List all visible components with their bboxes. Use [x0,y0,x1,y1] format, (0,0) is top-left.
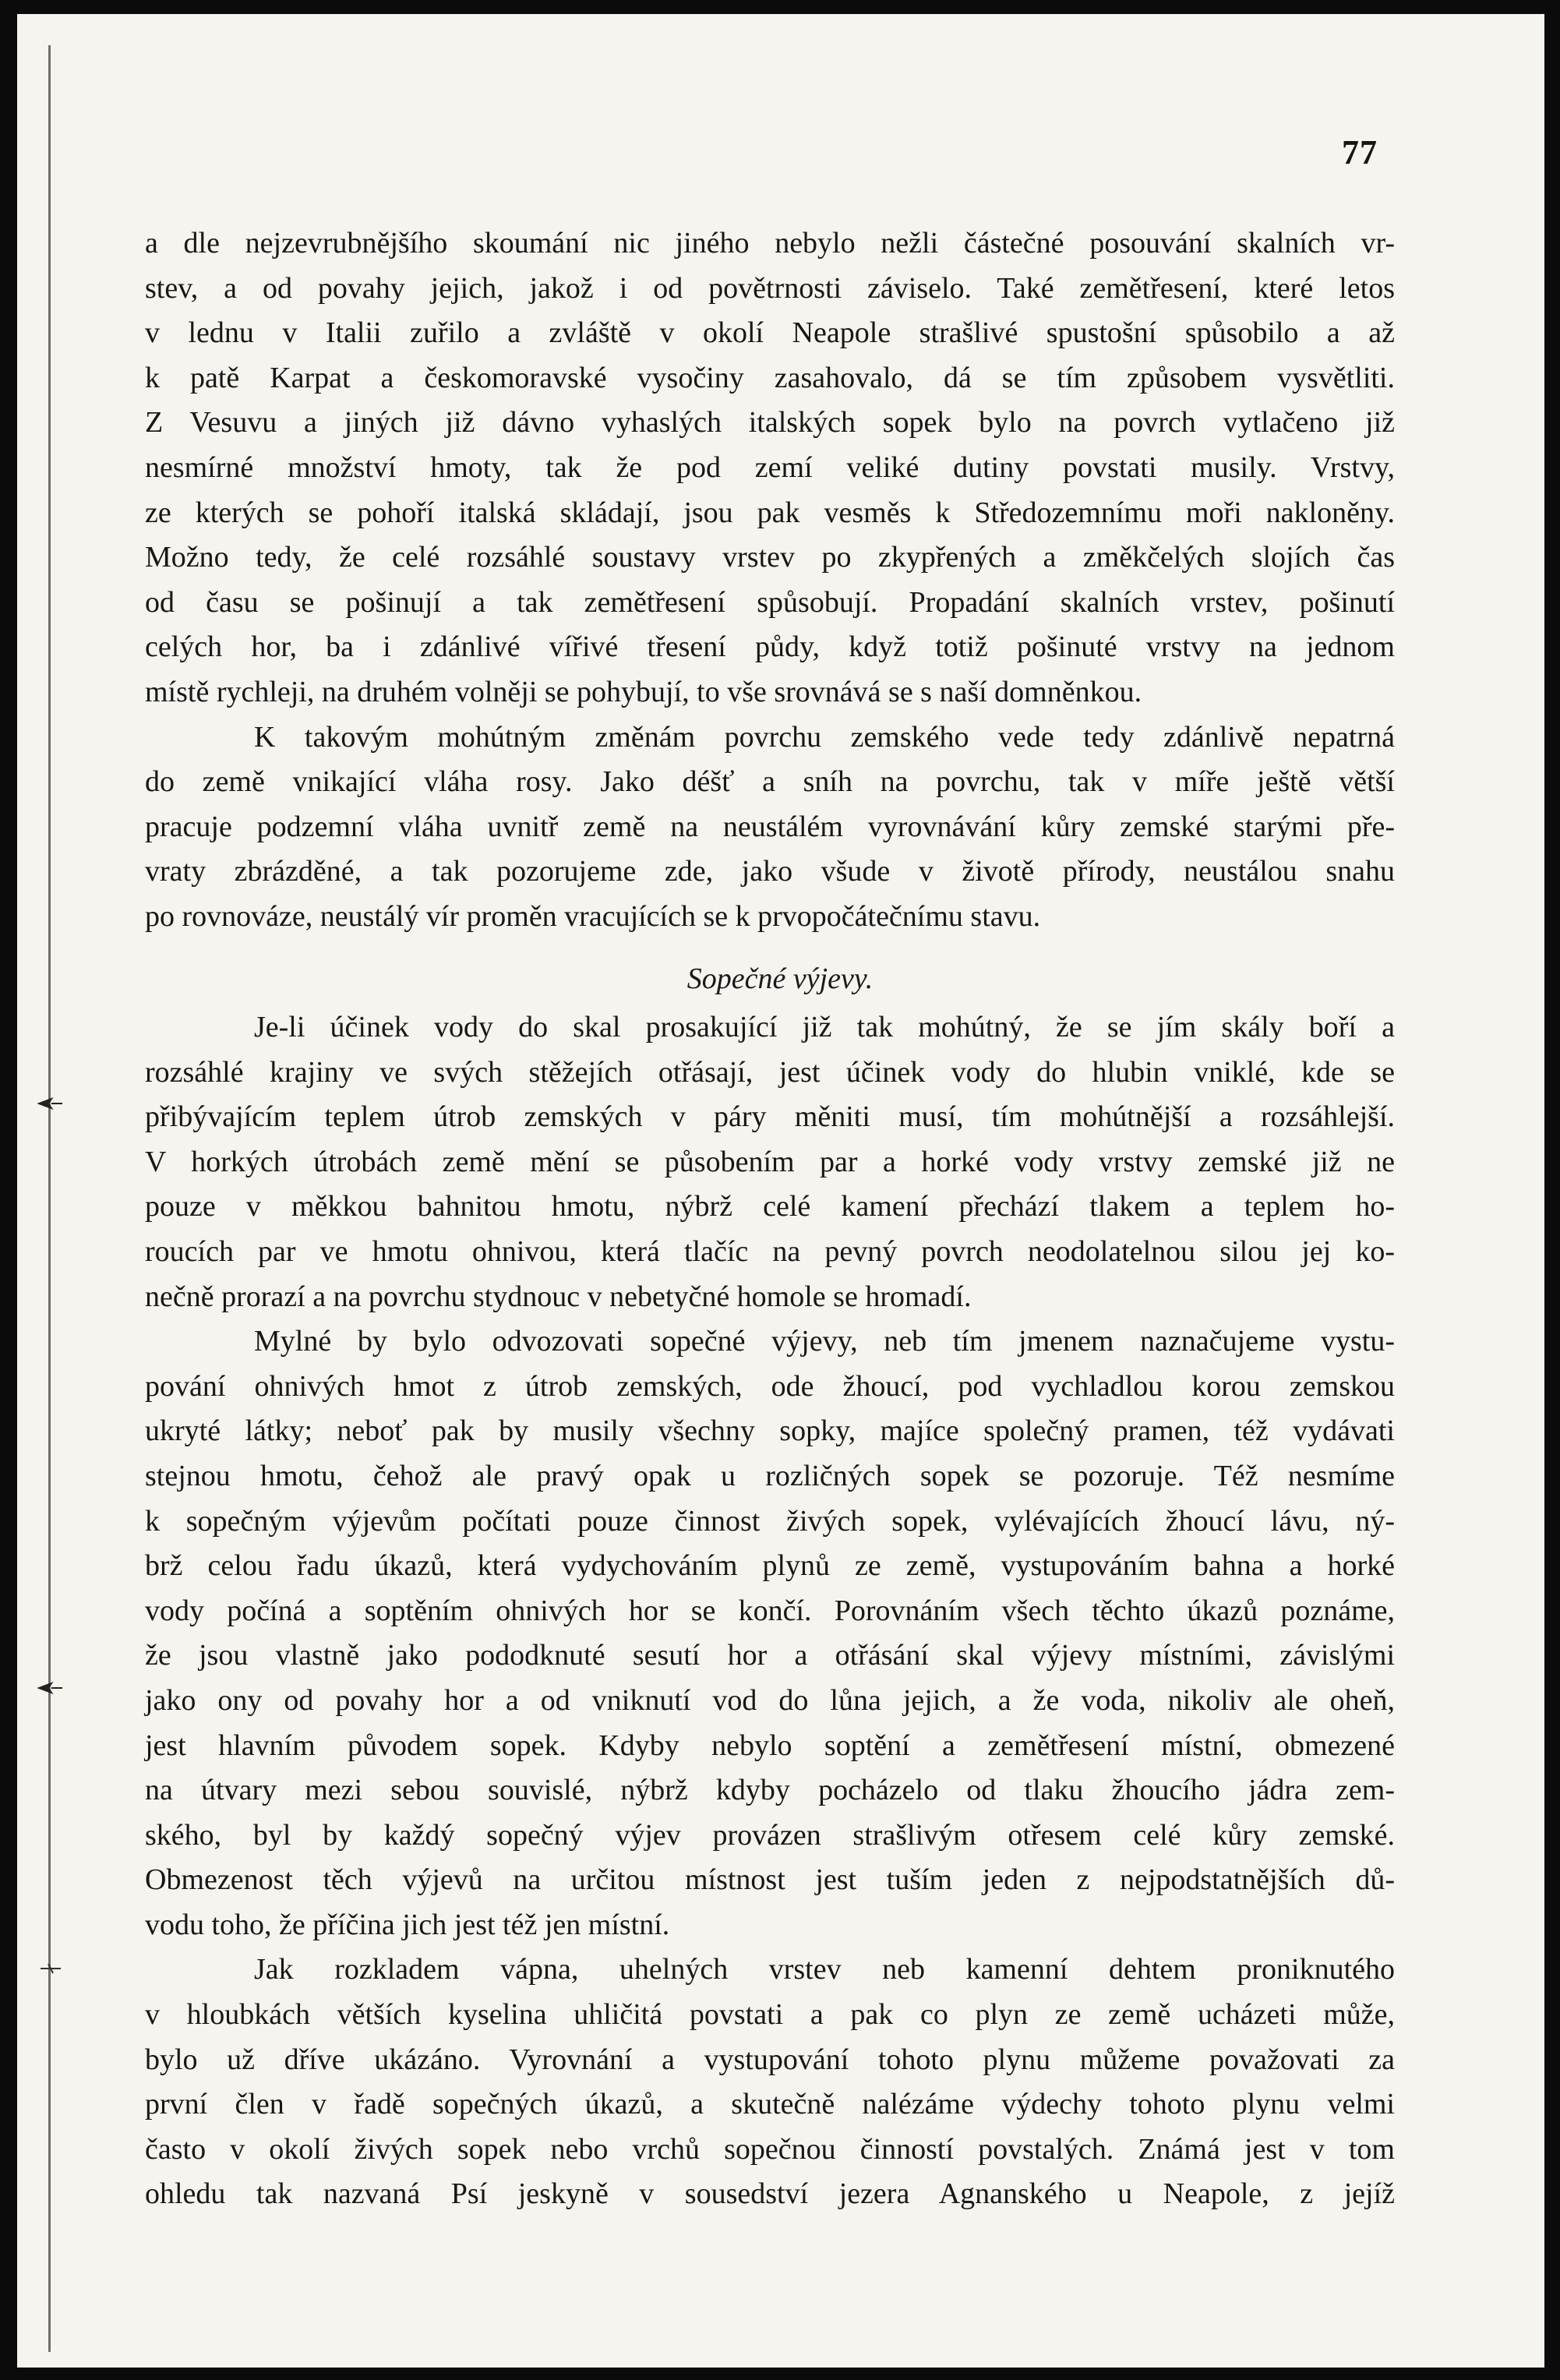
text-line: stev, a od povahy jejich, jakož i od povětrnosti záviselo. Také zemětřesení, které letos [145,271,1395,305]
text-line: Jak rozkladem vápna, uhelných vrstev neb kamenní dehtem proniknutého [254,1953,1395,1986]
text-line: Mylné by bylo odvozovati sopečné výjevy, neb tím jmenem naznačujeme vystu- [254,1325,1395,1358]
text-line: v lednu v Italii zuřilo a zvláště v okolí Neapole strašlivé spustošní spůsobilo a až [145,316,1395,350]
text-line: od času se pošinují a tak zemětřesení spůsobují. Propadání skalních vrstev, pošinutí [145,585,1395,619]
text-line: do země vnikající vláha rosy. Jako déšť a sníh na povrchu, tak v míře ještě větší [145,765,1395,799]
text-line: vraty zbrázděné, a tak pozorujeme zde, jako všude v životě přírody, neustálou snahu [145,855,1395,888]
text-line: k sopečným výjevům počítati pouze činnost živých sopek, vylévajících žhoucí lávu, ný- [145,1504,1395,1538]
text-block-top [145,221,1395,940]
text-line: ukryté látky; neboť pak by musily všechny sopky, majíce společný pramen, též vydávati [145,1414,1395,1448]
text-line: celých hor, ba i zdánlivé vířivé třesení půdy, když totiž pošinuté vrstvy na jednom [145,630,1395,664]
text-line: rozsáhlé krajiny ve svých stěžejích otřásají, jest účinek vody do hlubin vniklé, kde se [145,1055,1395,1089]
text-line: že jsou vlastně jako pododknuté sesutí hor a otřásání skal výjevy místními, závislými [145,1639,1395,1672]
text-line: stejnou hmotu, čehož ale pravý opak u rozličných sopek se pozoruje. Též nesmíme [145,1459,1395,1492]
text-line: místě rychleji, na druhém volněji se pohybují, to vše srovnává se s naší domněnkou. [145,675,1142,708]
text-line: ohledu tak nazvaná Psí jeskyně v sousedství jezera Agnanského u Neapole, z jejíž [145,2177,1395,2211]
text-line: Obmezenost těch výjevů na určitou místnost jest tuším jeden z nejpodstatnějších dů- [145,1863,1395,1897]
text-line: přibývajícím teplem útrob zemských v páry měniti musí, tím mohútnější a rozsáhlejší. [145,1100,1395,1134]
text-line: K takovým mohútným změnám povrchu zemského vede tedy zdánlivě nepatrná [254,720,1395,754]
text-line: první člen v řadě sopečných úkazů, a skutečně nalézáme výdechy tohoto plynu velmi [145,2088,1395,2121]
text-line: po rovnováze, neustálý vír proměn vracujících se k prvopočátečnímu stavu. [145,899,1041,933]
text-line: v hloubkách větších kyselina uhličitá povstati a pak co plyn ze země ucházeti může, [145,1998,1395,2032]
margin-mark-icon [37,1097,64,1110]
text-line: jako ony od povahy hor a od vniknutí vod do lůna jejich, a že voda, nikoliv ale oheň, [145,1683,1395,1717]
text-line: na útvary mezi sebou souvislé, nýbrž kdyby pocházelo od tlaku žhoucího jádra zem- [145,1774,1395,1807]
page-number: 77 [1342,133,1378,171]
text-line: pouze v měkkou bahnitou hmotu, nýbrž celé kamení přechází tlakem a teplem ho- [145,1190,1395,1224]
text-line: pování ohnivých hmot z útrob zemských, ode žhoucí, pod vychladlou korou zemskou [145,1369,1395,1403]
text-line: k patě Karpat a českomoravské vysočiny zasahovalo, dá se tím způsobem vysvětliti. [145,361,1395,394]
text-line: Je-li účinek vody do skal prosakující již tak mohútný, že se jím skály boří a [254,1011,1395,1043]
text-line: brž celou řadu úkazů, která vydychováním plynů ze země, vystupováním bahna a horké [145,1549,1395,1583]
text-line: Z Vesuvu a jiných již dávno vyhaslých italských sopek bylo na povrch vytlačeno již [145,406,1395,440]
text-line: ského, byl by každý sopečný výjev provázen strašlivým otřesem celé kůry zemské. [145,1818,1395,1852]
text-line: často v okolí živých sopek nebo vrchů sopečnou činností povstalých. Známá jest v tom [145,2132,1395,2166]
text-line: Možno tedy, že celé rozsáhlé soustavy vrstev po zkypřených a změkčelých slojích čas [145,541,1395,574]
text-line: pracuje podzemní vláha uvnitř země na neustálém vyrovnávání kůry zemské starými pře- [145,810,1395,843]
text-block-bottom [145,1005,1395,2217]
text-line: jest hlavním původem sopek. Kdyby nebylo soptění a zemětřesení místní, obmezené [145,1729,1395,1762]
text-line: ze kterých se pohoří italská skládají, jsou pak vesměs k Středozemnímu moři nakloněny. [145,496,1395,529]
text-line: a dle nejzevrubnějšího skoumání nic jiného nebylo nežli částečné posouvání skalních vr- [145,227,1395,260]
text-line: vody počíná a soptěním ohnivých hor se končí. Porovnáním všech těchto úkazů poznáme, [145,1594,1395,1627]
binding-edge-line [48,45,51,2352]
text-line: nesmírné množství hmoty, tak že pod zemí veliké dutiny povstati musily. Vrstvy, [145,450,1395,484]
text-line: vodu toho, že příčina jich jest též jen místní. [145,1908,670,1941]
text-line: roucích par ve hmotu ohnivou, která tlačíc na pevný povrch neodolatelnou silou jej ko- [145,1234,1395,1268]
section-heading: Sopečné výjevy. [686,962,874,995]
text-line: nečně prorazí a na povrchu stydnouc v nebetyčné homole se hromadí. [145,1280,972,1313]
margin-mark-icon [37,1962,64,1975]
text-line: bylo už dříve ukázáno. Vyrovnání a vystupování tohoto plynu můžeme považovati za [145,2043,1395,2076]
margin-mark-icon [37,1682,64,1694]
text-line: V horkých útrobách země mění se působením par a horké vody vrstvy zemské již ne [145,1145,1395,1178]
